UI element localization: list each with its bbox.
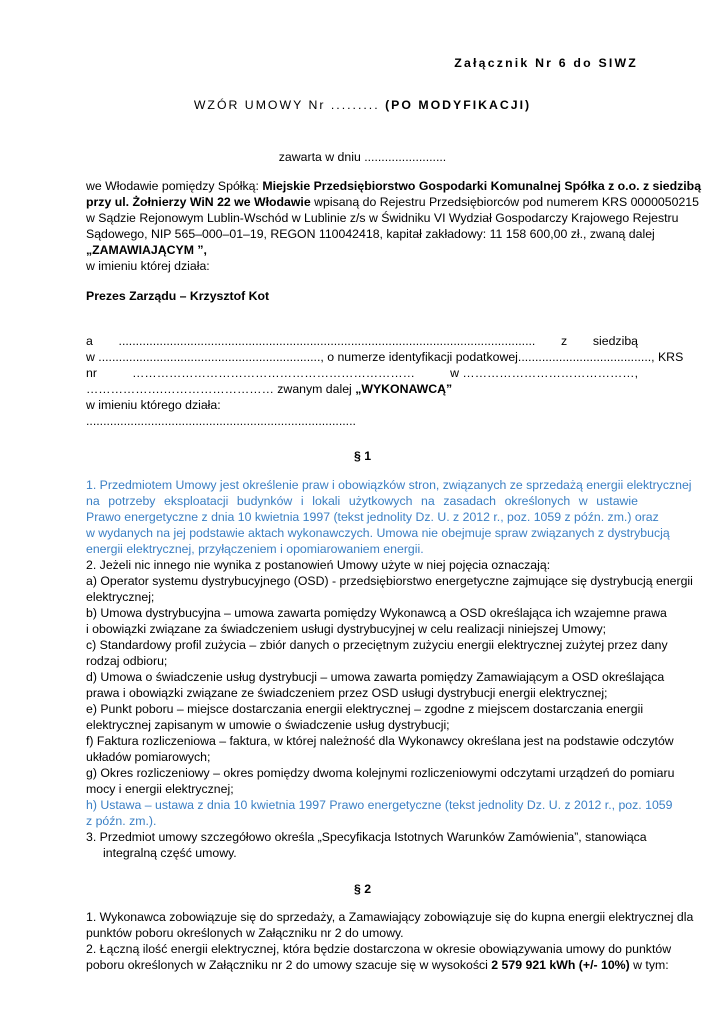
def-a-line1: a) Operator systemu dystrybucyjnego (OSD) - przedsiębiorstwo energetyczne zajmujące się dystrybucją energii xyxy=(86,574,693,588)
def-g-line2: mocy i energii elektrycznej; xyxy=(86,782,234,796)
s1-p1-line2: na potrzeby eksploatacji budynków i lokali użytkowych na zasadach określonych w ustawie xyxy=(86,494,638,508)
s1-p1-line5: energii elektrycznej, przyłączeniem i opomiarowaniem energii. xyxy=(86,542,424,556)
s1-p2: 2. Jeżeli nic innego nie wynika z postanowień Umowy użyte w niej pojęcia oznaczają: xyxy=(86,558,551,572)
s1-p1-line1: 1. Przedmiotem Umowy jest określenie praw i obowiązków stron, związanych ze sprzedażą energii elektrycznej xyxy=(86,478,692,492)
section2-heading: § 2 xyxy=(353,882,372,896)
def-c-line2: rodzaj odbioru; xyxy=(86,654,168,668)
party1-line1: we Włodawie pomiędzy Spółką: Miejskie Przedsiębiorstwo Gospodarki Komunalnej Spółka z o.o. z siedzibą xyxy=(86,179,702,193)
s1-p3-line2: integralną część umowy. xyxy=(103,846,237,860)
s1-p1-line3: Prawo energetyczne z dnia 10 kwietnia 1997 (tekst jednolity Dz. U. z 2012 r., poz. 1059 z późn. zm.) oraz xyxy=(86,510,659,524)
def-e-line2: elektrycznej zapisanym w umowie o świadczenie usług dystrybucji; xyxy=(86,718,450,732)
contractor-representative: ............................................................................... xyxy=(86,414,356,428)
party1-line2: przy ul. Żołnierzy WiN 22 we Włodawie wpisaną do Rejestru Przedsiębiorców pod numerem KRS 0000050215 xyxy=(86,195,699,209)
def-h-line2: z późn. zm.). xyxy=(86,814,157,828)
def-b-line1: b) Umowa dystrybucyjna – umowa zawarta pomiędzy Wykonawcą a OSD określająca ich wzajemne prawa xyxy=(86,606,667,620)
def-d-line1: d) Umowa o świadczenie usług dystrybucji – umowa zawarta pomiędzy Zamawiającym a OSD określająca xyxy=(86,670,665,684)
s2-p2-line1: 2. Łączną ilość energii elektrycznej, która będzie dostarczona w okresie obowiązywania umowy do punktów xyxy=(86,942,672,956)
def-h-line1: h) Ustawa – ustawa z dnia 10 kwietnia 1997 Prawo energetyczne (tekst jednolity Dz. U. z 2012 r., poz. 1059 xyxy=(86,798,673,812)
s1-p1-line4: w wydanych na jej podstawie aktach wykonawczych. Umowa nie obejmuje spraw związanych z dystrybucją xyxy=(86,526,670,540)
def-g-line1: g) Okres rozliczeniowy – okres pomiędzy dwoma kolejnymi rozliczeniowymi odczytami urządzeń do pomiaru xyxy=(86,766,675,780)
contractor-acting: w imieniu którego działa: xyxy=(86,398,221,412)
party1-line3: w Sądzie Rejonowym Lublin-Wschód w Lublinie z/s w Świdniku VI Wydział Gospodarczy Krajowego Rejestru xyxy=(86,211,679,225)
section1-heading: § 1 xyxy=(353,449,372,463)
def-a-line2: elektrycznej; xyxy=(86,590,155,604)
def-e-line1: e) Punkt poboru – miejsce dostarczania energii elektrycznej – zgodne z miejscem dostarczania energii xyxy=(86,702,644,716)
president-name: Prezes Zarządu – Krzysztof Kot xyxy=(86,289,270,303)
contractor-line4: ……………….……………………… zwanym dalej „WYKONAWCĄ” xyxy=(86,382,453,396)
def-b-line2: i obowiązki związane za świadczeniem usługi dystrybucyjnej w celu realizacji niniejszej Umowy; xyxy=(86,622,607,636)
def-f-line2: układów pomiarowych; xyxy=(86,750,211,764)
attachment-label: Załącznik Nr 6 do SIWZ xyxy=(454,56,638,70)
concluded-date: zawarta w dniu ........................ xyxy=(278,150,447,164)
def-c-line1: c) Standardowy profil zużycia – zbiór danych o przeciętnym zużyciu energii elektrycznej zużytej przez dany xyxy=(86,638,668,652)
s1-p3-line1: 3. Przedmiot umowy szczegółowo określa „Specyfikacja Istotnych Warunków Zamówienia”, stanowiąca xyxy=(86,830,647,844)
contractor-line1: a .......................................................................................................................... z siedzibą xyxy=(86,334,638,348)
contract-title xyxy=(0,98,725,112)
party1-acting: w imieniu której działa: xyxy=(86,259,210,273)
s2-p1-line2: punktów poboru określonych w Załączniku nr 2 do umowy. xyxy=(86,926,404,940)
def-d-line2: prawa i obowiązki związane ze świadczeniem przez OSD usługi dystrybucji energii elektrycznej; xyxy=(86,686,608,700)
def-f-line1: f) Faktura rozliczeniowa – faktura, w której należność dla Wykonawcy określana jest na podstawie odczytów xyxy=(86,734,674,748)
s2-p2-line2: poboru określonych w Załączniku nr 2 do umowy szacuje się w wysokości 2 579 921 kWh (+/- 10%) w tym: xyxy=(86,958,669,972)
ordering-party-label: „ZAMAWIAJĄCYM ”, xyxy=(86,243,207,257)
contract-title-number: WZÓR UMOWY Nr ......... xyxy=(193,98,380,112)
contract-title-modification: (PO MODYFIKACJI) xyxy=(385,98,532,112)
party1-line4: Sądowego, NIP 565–000–01–19, REGON 110042418, kapitał zakładowy: 11 158 600,00 zł., zwaną dalej xyxy=(86,227,655,241)
s2-p1-line1: 1. Wykonawca zobowiązuje się do sprzedaży, a Zamawiający zobowiązuje się do kupna energii elektrycznej dla xyxy=(86,910,694,924)
contractor-line3: nr …………………………………………………………… w ……………………………………, xyxy=(86,366,638,380)
contractor-line2: w ................................................................., o numerze identyfikacji podatkowej ......................................., KRS xyxy=(86,350,684,364)
